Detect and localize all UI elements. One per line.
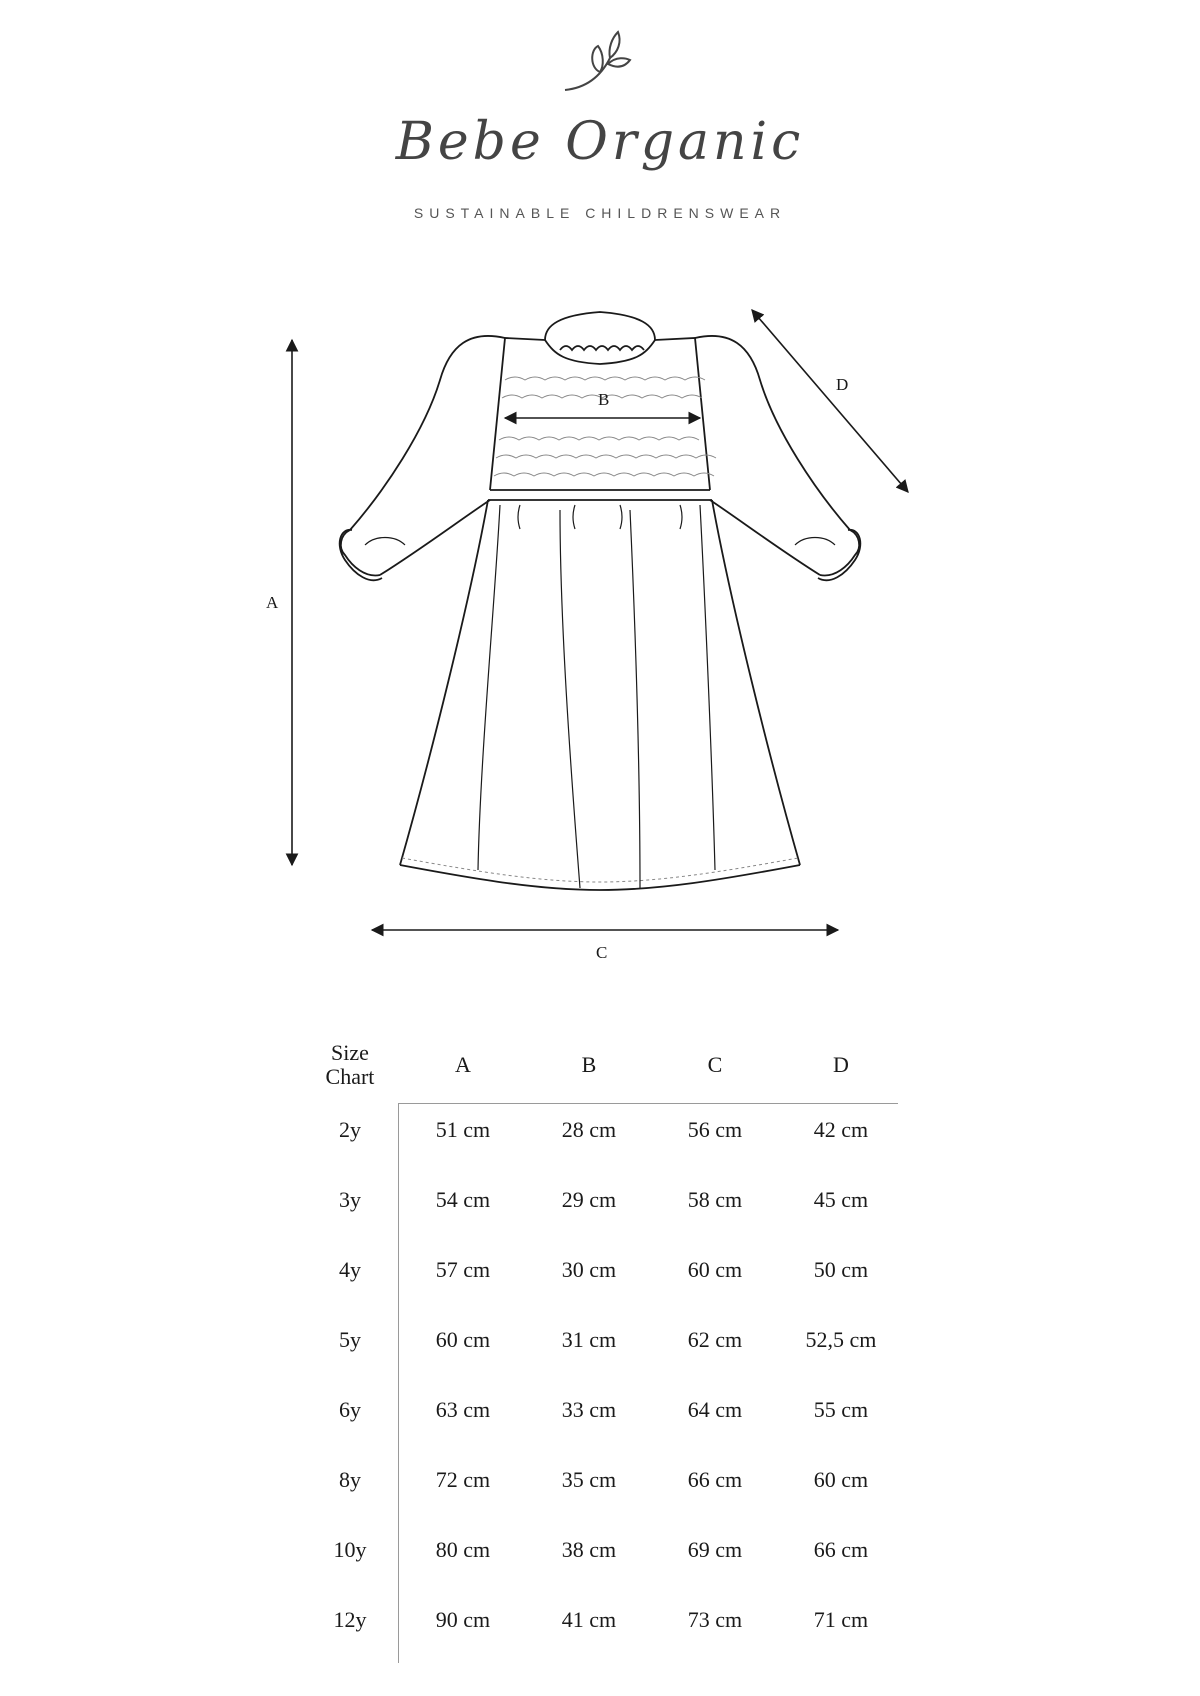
measure-b-label: B (598, 390, 610, 409)
table-row (300, 1585, 904, 1655)
corner-label-line: Size (331, 1040, 369, 1065)
size-chart-corner-label (300, 1035, 400, 1095)
size-label: 10y (333, 1537, 367, 1562)
table-cell: 64 cm (687, 1397, 743, 1422)
column-header-b: B (581, 1052, 597, 1077)
table-cell: 60 cm (435, 1327, 491, 1352)
table-cell: 60 cm (687, 1257, 743, 1282)
table-cell: 54 cm (435, 1187, 491, 1212)
size-chart-table (300, 1035, 904, 1655)
table-cell: 62 cm (687, 1327, 743, 1352)
table-cell: 30 cm (561, 1257, 617, 1282)
measure-c-label: C (596, 943, 608, 962)
table-row (300, 1305, 904, 1375)
table-cell: 60 cm (813, 1467, 869, 1492)
table-cell: 58 cm (687, 1187, 743, 1212)
size-label: 4y (339, 1257, 361, 1282)
column-header-c: C (707, 1052, 723, 1077)
table-cell: 73 cm (687, 1607, 743, 1632)
table-cell: 35 cm (561, 1467, 617, 1492)
table-cell: 29 cm (561, 1187, 617, 1212)
table-cell: 33 cm (561, 1397, 617, 1422)
table-cell: 66 cm (813, 1537, 869, 1562)
brand-name: Bebe Organic (395, 112, 805, 172)
table-cell: 51 cm (435, 1117, 491, 1142)
brand-tagline: SUSTAINABLE CHILDRENSWEAR (413, 205, 787, 221)
table-row (300, 1445, 904, 1515)
table-cell: 69 cm (687, 1537, 743, 1562)
column-header-d: D (833, 1052, 849, 1077)
table-cell: 72 cm (435, 1467, 491, 1492)
size-label: 12y (333, 1607, 367, 1632)
table-header-row (300, 1035, 904, 1095)
measure-d-arrow (752, 310, 908, 492)
table-cell: 31 cm (561, 1327, 617, 1352)
table-cell: 57 cm (435, 1257, 491, 1282)
table-cell: 71 cm (813, 1607, 869, 1632)
table-cell: 66 cm (687, 1467, 743, 1492)
measure-d-label: D (836, 375, 849, 394)
table-cell: 52,5 cm (805, 1327, 877, 1352)
table-cell: 63 cm (435, 1397, 491, 1422)
table-cell: 90 cm (435, 1607, 491, 1632)
table-cell: 56 cm (687, 1117, 743, 1142)
corner-label-line: Chart (325, 1064, 375, 1089)
table-row (300, 1375, 904, 1445)
table-cell: 42 cm (813, 1117, 869, 1142)
table-cell: 80 cm (435, 1537, 491, 1562)
measure-a-label: A (266, 593, 279, 612)
column-header-a: A (455, 1052, 471, 1077)
size-label: 6y (339, 1397, 361, 1422)
table-row (300, 1095, 904, 1165)
table-row (300, 1165, 904, 1235)
table-cell: 38 cm (561, 1537, 617, 1562)
size-label: 3y (339, 1187, 361, 1212)
table-cell: 41 cm (561, 1607, 617, 1632)
size-label: 8y (339, 1467, 361, 1492)
table-row (300, 1235, 904, 1305)
table-row (300, 1515, 904, 1585)
table-cell: 45 cm (813, 1187, 869, 1212)
size-label: 2y (339, 1117, 361, 1142)
size-label: 5y (339, 1327, 361, 1352)
table-cell: 28 cm (561, 1117, 617, 1142)
table-cell: 55 cm (813, 1397, 869, 1422)
table-cell: 50 cm (813, 1257, 869, 1282)
